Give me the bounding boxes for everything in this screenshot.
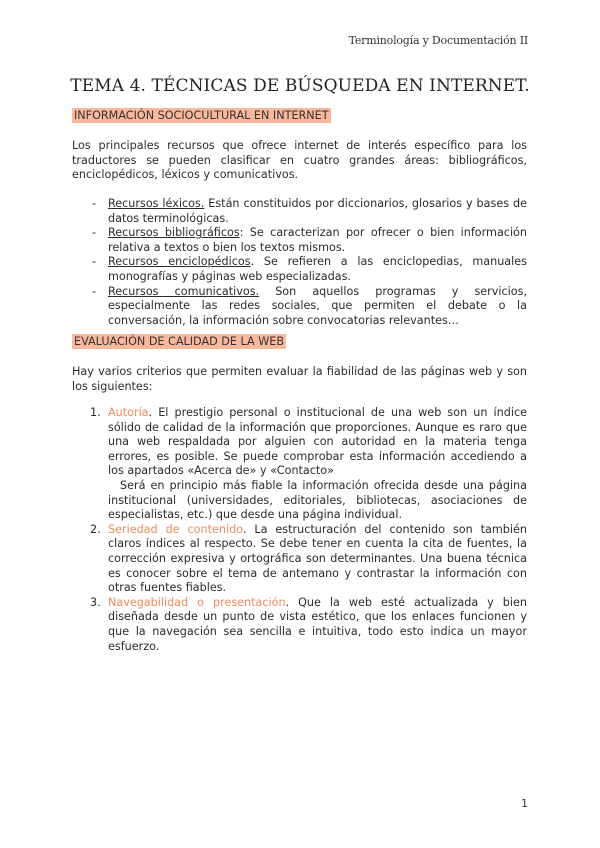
list-item-extra: Será en principio más fiable la información ofrecida desde una página institucional (universidades, editoriales, bibliotecas, asociaciones de especialistas, etc.) que desde una página individual. [108, 478, 527, 522]
section2-intro: Hay varios criterios que permiten evaluar la fiabilidad de las páginas web y son los siguientes: [72, 365, 527, 393]
list-item: 1. Autoría. El prestigio personal o institucional de una web son un índice sólido de calidad de la información que proporciones. Aunque es raro que una web respaldada por alguien con autoridad en la materia tenga errores, es posible. Se puede comprobar esta información accediendo a los apartados «Acerca de» y «Contacto» Será en principio más fiable la información ofrecida desde una página institucional (universidades, editoriales, bibliotecas, asociaciones de especialistas, etc.) que desde una página individual. [90, 406, 527, 522]
criteria-list [92, 406, 527, 654]
list-item-text: . Se refieren a las enciclopedias, manuales monografías y páginas web especializadas. [108, 255, 527, 283]
list-item-term: Seriedad de contenido [108, 522, 243, 536]
list-item-term: Recursos bibliográficos [108, 226, 240, 240]
list-item-term: Recursos enciclopédicos [108, 255, 251, 269]
list-item-text: . La estructuración del contenido son también claros índices al respecto. Se debe tener en cuenta la cita de fuentes, la corrección expresiva y ortográfica son determinantes. Una buena técnica es conocer sobre el tema de antemano y contrastar la información con otras fuentes fiables. [108, 522, 527, 595]
list-item: - Recursos léxicos. Están constituidos por diccionarios, glosarios y bases de datos terminológicas. [92, 197, 527, 225]
resource-list [92, 197, 527, 328]
list-item-term: Recursos léxicos. [108, 197, 205, 210]
list-item-text: Son aquellos programas y servicios, especialmente las redes sociales, que permiten el debate o la conversación, la información sobre convocatorias relevantes… [108, 284, 527, 327]
list-item: - Recursos comunicativos. Son aquellos programas y servicios, especialmente las redes sociales, que permiten el debate o la conversación, la información sobre convocatorias relevantes… [92, 284, 527, 327]
list-item-term: Navegabilidad o presentación [108, 595, 286, 609]
page-header: Terminología y Documentación II [348, 34, 528, 47]
list-item-text: Están constituidos por diccionarios, glosarios y bases de datos terminológicas. [108, 197, 527, 225]
list-item-text: . Que la web esté actualizada y bien diseñada desde un punto de vista estético, que los enlaces funcionen y que la navegación sea sencilla e intuitiva, todo esto indica un mayor esfuerzo. [108, 595, 527, 653]
list-item-text: : Se caracterizan por ofrecer o bien información relativa a textos o bien los textos mismos. [108, 226, 527, 254]
page-title: TEMA 4. TÉCNICAS DE BÚSQUEDA EN INTERNET. [70, 76, 530, 96]
section1-intro: Los principales recursos que ofrece internet de interés específico para los traductores se pueden clasificar en cuatro grandes áreas: bibliográficos, enciclopédicos, léxicos y comunicativos. [72, 139, 527, 182]
section-heading-sociocultural: INFORMACIÓN SOCIOCULTURAL EN INTERNET [74, 109, 329, 122]
list-item: 3. Navegabilidad o presentación. Que la web esté actualizada y bien diseñada desde un punto de vista estético, que los enlaces funcionen y que la navegación sea sencilla e intuitiva, todo esto indica un mayor esfuerzo. [90, 595, 527, 653]
list-item: - Recursos bibliográficos: Se caracterizan por ofrecer o bien información relativa a textos o bien los textos mismos. [92, 226, 527, 254]
list-item-term: Autoría [108, 406, 149, 419]
section-heading-evaluation: EVALUACIÓN DE CALIDAD DE LA WEB [74, 335, 285, 348]
page-number: 1 [521, 797, 528, 810]
list-item: 2. Seriedad de contenido. La estructuración del contenido son también claros índices al respecto. Se debe tener en cuenta la cita de fuentes, la corrección expresiva y ortográfica son determinantes. Una buena técnica es conocer sobre el tema de antemano y contrastar la información con otras fuentes fiables. [90, 522, 527, 595]
list-item-text: . El prestigio personal o institucional de una web son un índice sólido de calidad de la información que proporciones. Aunque es raro que una web respaldada por alguien con autoridad en la materia tenga errores, es posible. Se puede comprobar esta información accediendo a los apartados «Acerca de» y «Contacto» [108, 406, 527, 478]
list-item-term: Recursos comunicativos. [108, 284, 260, 298]
list-item: - Recursos enciclopédicos. Se refieren a las enciclopedias, manuales monografías y páginas web especializadas. [92, 255, 527, 283]
